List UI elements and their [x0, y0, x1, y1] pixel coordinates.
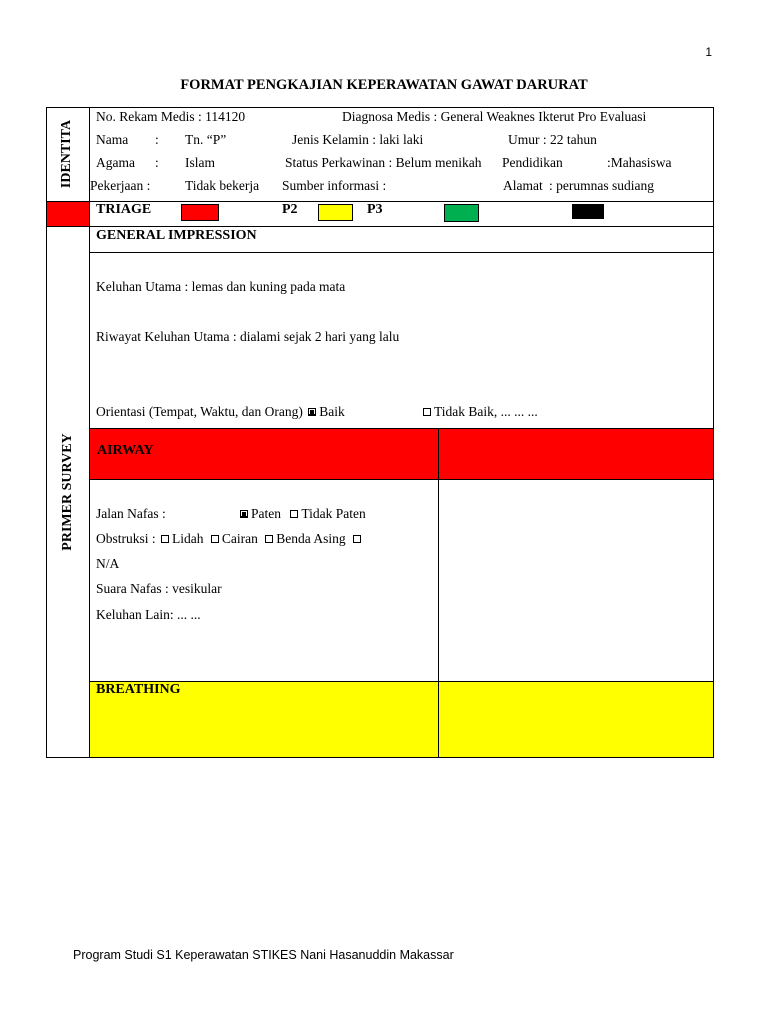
- breathing-heading: BREATHING: [96, 682, 181, 697]
- lidah-checkbox[interactable]: [161, 535, 169, 543]
- jalan-nafas-label: Jalan Nafas :: [96, 506, 166, 521]
- keluhan-utama: Keluhan Utama : lemas dan kuning pada mata: [96, 279, 346, 294]
- table-border-left: [46, 107, 47, 758]
- orientasi-tidak-label: Tidak Baik, ... ... ...: [434, 404, 538, 419]
- sumber-informasi: Sumber informasi :: [282, 178, 387, 193]
- agama-separator: :: [155, 155, 159, 170]
- tidak-paten-label: Tidak Paten: [301, 506, 366, 521]
- cairan-label: Cairan: [221, 531, 258, 546]
- breathing-header-fill: [89, 682, 713, 757]
- obstruksi-label: Obstruksi :: [96, 531, 156, 546]
- nama-separator: :: [155, 132, 159, 147]
- triage-p2-label: P2: [282, 202, 298, 217]
- table-border-bottom: [46, 757, 714, 758]
- table-border-right: [713, 107, 714, 758]
- table-rule-impression-heading: [89, 252, 714, 253]
- primary-survey-label: PRIMER SURVEY: [60, 433, 75, 551]
- airway-header-fill: [89, 429, 713, 479]
- umur: Umur : 22 tahun: [508, 132, 597, 147]
- table-rule-middle-column: [438, 428, 439, 758]
- status-perkawinan: Status Perkawinan : Belum menikah: [285, 155, 482, 170]
- benda-asing-checkbox[interactable]: [265, 535, 273, 543]
- pekerjaan-value: Tidak bekerja: [185, 178, 260, 193]
- orientasi-baik-label: Baik: [319, 404, 345, 419]
- riwayat-keluhan: Riwayat Keluhan Utama : dialami sejak 2 hari yang lalu: [96, 329, 400, 344]
- nama-label: Nama: [96, 132, 129, 147]
- footer-text: Program Studi S1 Keperawatan STIKES Nani Hasanuddin Makassar: [73, 948, 454, 962]
- diagnosa-medis: Diagnosa Medis : General Weaknes Ikterut Pro Evaluasi: [342, 109, 647, 124]
- jenis-kelamin: Jenis Kelamin : laki laki: [292, 132, 424, 147]
- paten-checkbox[interactable]: [240, 510, 248, 518]
- table-rule-label-column: [89, 107, 90, 758]
- table-rule-triage-bottom: [46, 226, 714, 227]
- keluhan-lain: Keluhan Lain: ... ...: [96, 607, 201, 622]
- triage-p3-swatch[interactable]: [444, 204, 479, 222]
- triage-p2-swatch[interactable]: [318, 204, 353, 221]
- rekam-medis: No. Rekam Medis : 114120: [96, 109, 246, 124]
- airway-heading: AIRWAY: [97, 443, 154, 458]
- na-checkbox[interactable]: [353, 535, 361, 543]
- agama-label: Agama: [96, 155, 135, 170]
- table-rule-breathing-top: [89, 681, 714, 682]
- triage-band: [46, 201, 89, 226]
- orientasi-row: [96, 404, 345, 420]
- alamat-label: Alamat: [503, 178, 543, 193]
- triage-label: TRIAGE: [96, 202, 152, 217]
- paten-label: Paten: [251, 506, 281, 521]
- orientasi-tidak-checkbox[interactable]: [423, 408, 431, 416]
- table-rule-airway-top: [89, 428, 714, 429]
- table-border-top: [46, 107, 714, 108]
- triage-p4-swatch[interactable]: [572, 204, 604, 219]
- suara-nafas: Suara Nafas : vesikular: [96, 581, 222, 596]
- alamat-value: : perumnas sudiang: [549, 178, 654, 193]
- general-impression-heading: GENERAL IMPRESSION: [96, 228, 257, 243]
- pendidikan-value: :Mahasiswa: [607, 155, 672, 170]
- orientasi-label: Orientasi (Tempat, Waktu, dan Orang): [96, 404, 303, 419]
- tidak-paten-checkbox[interactable]: [290, 510, 298, 518]
- benda-asing-label: Benda Asing: [276, 531, 346, 546]
- jalan-nafas-options: [240, 506, 366, 522]
- page-number: 1: [705, 45, 712, 59]
- nama-value: Tn. “P”: [185, 132, 227, 147]
- agama-value: Islam: [185, 155, 215, 170]
- na-label: N/A: [96, 556, 120, 571]
- triage-p3-label: P3: [367, 202, 383, 217]
- identitas-label: IDENTITA: [59, 119, 74, 189]
- document-title: FORMAT PENGKAJIAN KEPERAWATAN GAWAT DARURAT: [180, 77, 588, 93]
- cairan-checkbox[interactable]: [211, 535, 219, 543]
- pekerjaan-label: Pekerjaan :: [90, 178, 151, 193]
- orientasi-tidak-row: [423, 404, 538, 420]
- pendidikan-label: Pendidikan: [502, 155, 563, 170]
- triage-p1-swatch[interactable]: [181, 204, 219, 221]
- orientasi-baik-checkbox[interactable]: [308, 408, 316, 416]
- lidah-label: Lidah: [172, 531, 204, 546]
- obstruksi-row: [96, 531, 364, 547]
- table-rule-airway-header: [89, 479, 714, 480]
